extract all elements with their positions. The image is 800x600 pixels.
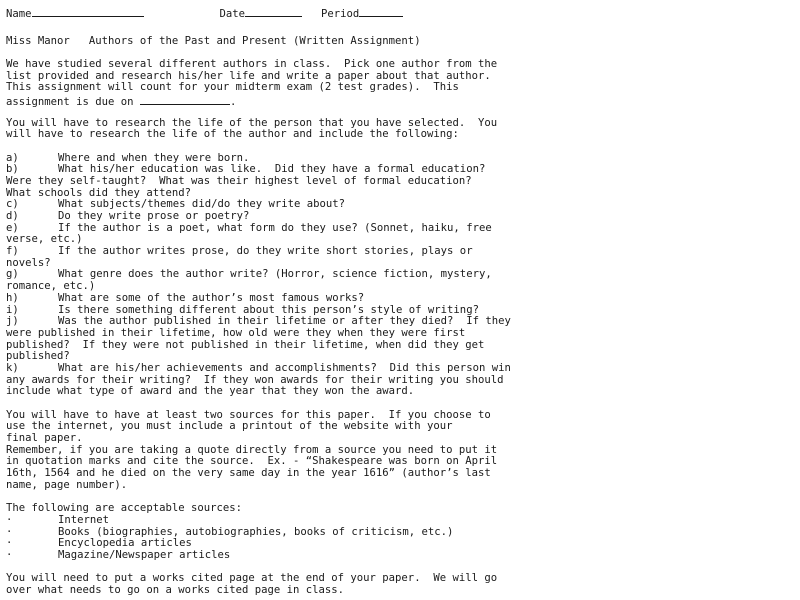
bullet-icon: · <box>6 525 13 538</box>
list-marker: f) <box>6 245 19 258</box>
bullet-text: Internet <box>58 513 110 526</box>
due-date-line: assignment is due on . <box>6 96 237 109</box>
list-text: Was the author published in their lifetime or after they died? If they <box>58 315 511 328</box>
list-text: What subjects/themes did/do they write about? <box>58 198 346 211</box>
due-date-blank <box>140 94 230 105</box>
closing-paragraph <box>6 573 796 596</box>
sources-paragraph <box>6 410 796 492</box>
list-text: include what type of award and the year that they won the award. <box>6 385 415 398</box>
header-fields <box>6 6 796 19</box>
intro-line: This assignment will count for your midterm exam (2 test grades). This <box>6 81 459 94</box>
research-intro <box>6 118 796 141</box>
list-text: If the author writes prose, do they write short stories, plays or <box>58 245 473 258</box>
list-text: Were they self-taught? What was their highest level of formal education? <box>6 174 472 187</box>
research-intro-line: will have to research the life of the author and include the following: <box>6 128 459 141</box>
list-marker: k) <box>6 361 19 374</box>
list-text: verse, etc.) <box>6 233 83 246</box>
intro-line: We have studied several different authors in class. Pick one author from the <box>6 58 498 71</box>
bullet-item <box>6 550 796 562</box>
list-marker: e) <box>6 221 19 234</box>
list-item <box>6 269 796 281</box>
list-text: What are his/her achievements and accomplishments? Did this person win <box>58 361 511 374</box>
sources-line: in quotation marks and cite the source. Ex. - “Shakespeare was born on April <box>6 455 498 468</box>
list-text: romance, etc.) <box>6 280 96 293</box>
list-text: published? <box>6 350 70 363</box>
research-intro-line: You will have to research the life of the person that you have selected. You <box>6 116 498 129</box>
bullet-text: Encyclopedia articles <box>58 537 192 550</box>
period-label: Period <box>321 8 360 20</box>
list-text: Where and when they were born. <box>58 151 250 164</box>
sources-line: final paper. <box>6 432 83 445</box>
list-marker: i) <box>6 303 19 316</box>
list-text: Is there something different about this person’s style of writing? <box>58 303 479 316</box>
list-marker: b) <box>6 163 19 176</box>
date-blank <box>245 6 302 17</box>
sources-line: You will have to have at least two sources for this paper. If you choose to <box>6 408 491 421</box>
list-text: What are some of the author’s most famous works? <box>58 291 365 304</box>
bullet-text: Magazine/Newspaper articles <box>58 548 231 561</box>
assignment-title: Miss Manor Authors of the Past and Present (Written Assignment) <box>6 34 421 47</box>
intro-paragraph <box>6 58 796 109</box>
bullet-text: Books (biographies, autobiographies, books of criticism, etc.) <box>58 525 454 538</box>
list-item <box>6 363 796 375</box>
list-marker: c) <box>6 198 19 211</box>
name-label: Name <box>6 8 32 20</box>
list-item <box>6 223 796 235</box>
list-marker: d) <box>6 210 19 222</box>
list-text: novels? <box>6 256 51 269</box>
bullet-icon: · <box>6 537 13 550</box>
name-blank <box>32 6 144 17</box>
list-text: What schools did they attend? <box>6 186 191 199</box>
list-text: If the author is a poet, what form do they use? (Sonnet, haiku, free <box>58 221 492 234</box>
list-text: Do they write prose or poetry? <box>58 210 250 222</box>
list-text: any awards for their writing? If they won awards for their writing you should <box>6 373 504 386</box>
bullet-icon: · <box>6 513 13 526</box>
period-blank <box>359 6 403 17</box>
closing-line: You will need to put a works cited page at the end of your paper. We will go <box>6 572 498 585</box>
list-marker: j) <box>6 315 19 328</box>
research-list <box>6 153 796 398</box>
sources-line: name, page number). <box>6 478 128 491</box>
list-marker: h) <box>6 291 19 304</box>
list-text: What his/her education was like. Did they have a formal education? <box>58 163 486 176</box>
bullet-icon: · <box>6 548 13 561</box>
list-text: published? If they were not published in their lifetime, when did they get <box>6 338 485 351</box>
sources-line: Remember, if you are taking a quote directly from a source you need to put it <box>6 443 498 456</box>
acceptable-sources-heading: The following are acceptable sources: <box>6 502 242 515</box>
due-date-label: assignment is due on <box>6 96 134 109</box>
sources-line: 16th, 1564 and he died on the very same day in the year 1616” (author’s last <box>6 467 491 480</box>
date-label: Date <box>219 8 246 20</box>
worksheet-page <box>6 6 796 597</box>
intro-line: list provided and research his/her life and write a paper about that author. <box>6 69 491 82</box>
sources-line: use the internet, you must include a printout of the website with your <box>6 420 453 433</box>
list-item <box>6 246 796 258</box>
acceptable-sources-list <box>6 515 796 562</box>
list-marker: g) <box>6 268 19 281</box>
closing-line: over what needs to go on a works cited page in class. <box>6 584 345 596</box>
list-marker: a) <box>6 151 19 164</box>
list-text: What genre does the author write? (Horror, science fiction, mystery, <box>58 268 492 281</box>
list-text: were published in their lifetime, how old were they when they were first <box>6 326 466 339</box>
